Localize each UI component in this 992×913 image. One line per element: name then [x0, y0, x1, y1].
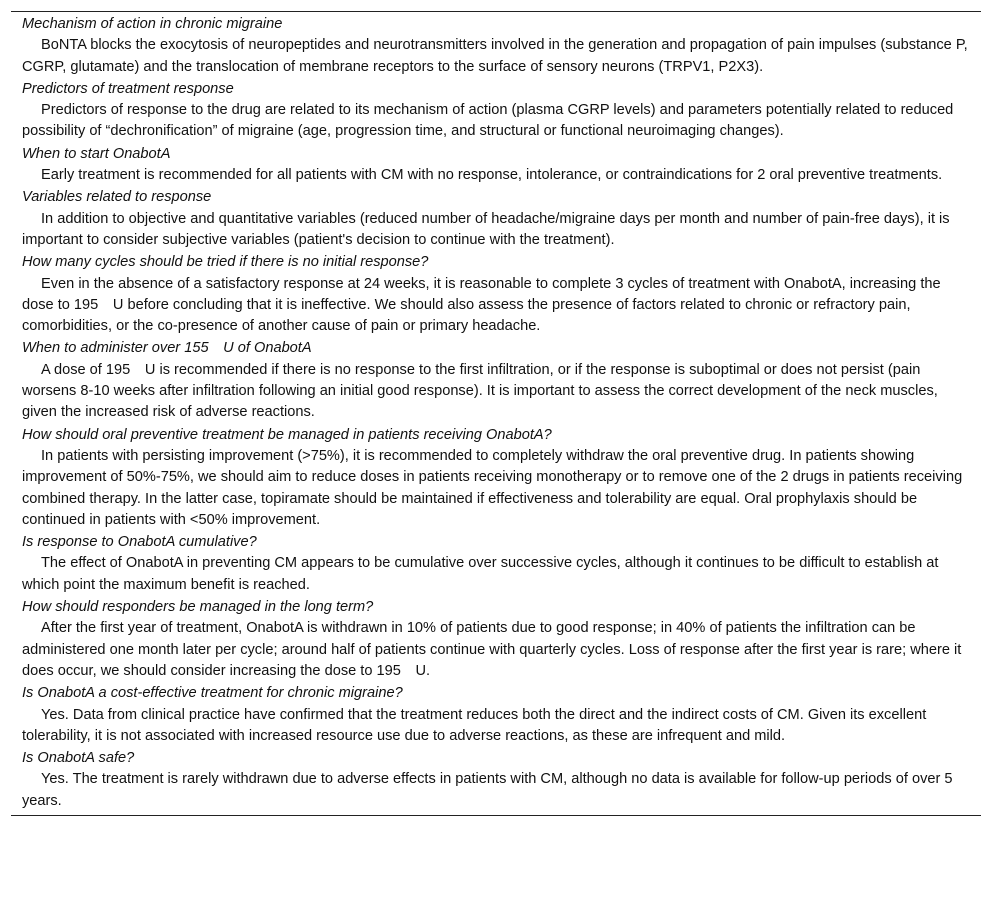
- faq-entry: [11, 186, 981, 251]
- faq-question: How should oral preventive treatment be managed in patients receiving OnabotA?: [22, 426, 552, 443]
- faq-answer: After the first year of treatment, OnabotA is withdrawn in 10% of patients due to good response; in 40% of patients the infiltration can be administered one month later per cycle; around half of patients continue with quarterly cycles. Loss of response after the first year is rare; where it does occur, we should consider increasing the dose to 195 U.: [22, 620, 962, 679]
- faq-entry: [11, 251, 981, 337]
- faq-answer: In addition to objective and quantitative variables (reduced number of headache/migraine days per month and number of pain-free days), it is important to consider subjective variables (patient's decision to continue with the treatment).: [22, 210, 950, 248]
- faq-question: How many cycles should be tried if there is no initial response?: [22, 254, 429, 271]
- faq-answer: Yes. The treatment is rarely withdrawn due to adverse effects in patients with CM, although no data is available for follow-up periods of over 5 years.: [22, 771, 953, 809]
- faq-question: Is response to OnabotA cumulative?: [22, 534, 257, 551]
- faq-entry: [11, 337, 981, 423]
- faq-question: How should responders be managed in the long term?: [22, 599, 374, 616]
- faq-answer: BoNTA blocks the exocytosis of neuropeptides and neurotransmitters involved in the generation and propagation of pain impulses (substance P, CGRP, glutamate) and the translocation of membrane receptors to the surface of sensory neurons (TRPV1, P2X3).: [22, 37, 968, 75]
- faq-answer: In patients with persisting improvement (>75%), it is recommended to completely withdraw the oral preventive drug. In patients showing improvement of 50%-75%, we should aim to reduce doses in patients receiving monotherapy or to remove one of the 2 drugs in patients receiving combined therapy. In the latter case, topiramate should be maintained if effectiveness and tolerability are equal. Oral prophylaxis should be continued in patients with <50% improvement.: [22, 447, 963, 528]
- faq-question: Variables related to response: [22, 189, 212, 206]
- faq-question: Predictors of treatment response: [22, 80, 234, 97]
- faq-answer: Early treatment is recommended for all patients with CM with no response, intolerance, or contraindications for 2 oral preventive treatments.: [41, 167, 943, 184]
- faq-entry: [11, 531, 981, 596]
- faq-question: Mechanism of action in chronic migraine: [22, 16, 283, 32]
- faq-entry: [11, 143, 981, 187]
- faq-entry: [11, 747, 981, 815]
- faq-entry: [11, 596, 981, 682]
- faq-answer: A dose of 195 U is recommended if there is no response to the first infiltration, or if the response is suboptimal or does not persist (pain worsens 8-10 weeks after infiltration following an initial good response). It is important to assess the correct development of the neck muscles, given the increased risk of adverse reactions.: [22, 361, 938, 421]
- faq-entry: [11, 424, 981, 531]
- faq-answer: Yes. Data from clinical practice have confirmed that the treatment reduces both the direct and the indirect costs of CM. Given its excellent tolerability, it is not associated with increased resource use due to adverse reactions, as these are infrequent and mild.: [22, 706, 927, 744]
- faq-entry: [11, 682, 981, 747]
- faq-answer: Predictors of response to the drug are related to its mechanism of action (plasma CGRP levels) and parameters potentially related to reduced possibility of “dechronification” of migraine (age, progression time, and structural or functional neuroimaging changes).: [22, 102, 954, 140]
- faq-question: Is OnabotA a cost-effective treatment for chronic migraine?: [22, 685, 403, 702]
- faq-answer: Even in the absence of a satisfactory response at 24 weeks, it is reasonable to complete 3 cycles of treatment with OnabotA, increasing the dose to 195 U before concluding that it is ineffective. We should also assess the presence of factors related to chronic or refractory pain, comorbidities, or the co-presence of another cause of pain or primary headache.: [22, 275, 941, 335]
- faq-table: [11, 11, 981, 816]
- faq-entry: [11, 12, 981, 78]
- faq-answer: The effect of OnabotA in preventing CM appears to be cumulative over successive cycles, although it continues to be difficult to establish at which point the maximum benefit is reached.: [22, 555, 939, 593]
- faq-question: When to administer over 155 U of OnabotA: [22, 340, 312, 357]
- faq-entry: [11, 78, 981, 143]
- faq-question: When to start OnabotA: [22, 145, 171, 162]
- faq-question: Is OnabotA safe?: [22, 750, 135, 767]
